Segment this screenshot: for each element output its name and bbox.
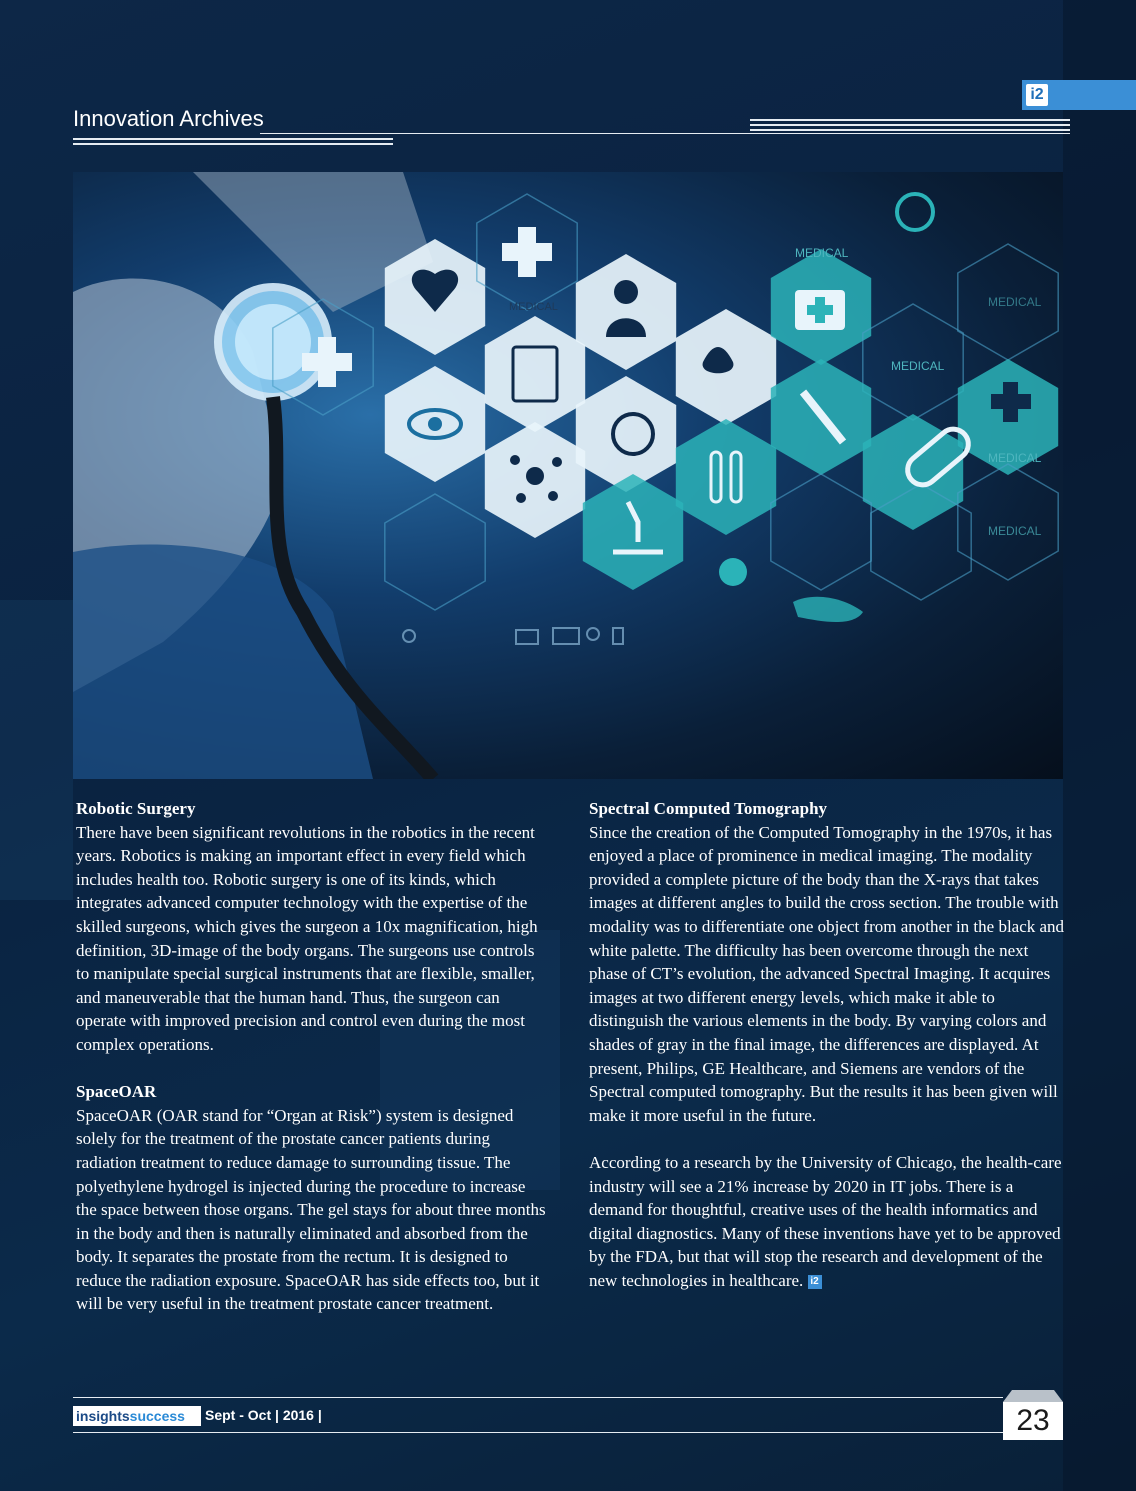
i2-logo: i2 [1026,84,1048,106]
medical-label: MEDICAL [795,246,849,260]
background-panel [1063,0,1136,1491]
device-icons [403,628,623,644]
footer-rule [73,1432,1003,1433]
page-number: 23 [1003,1402,1063,1440]
medical-label: MEDICAL [988,524,1042,538]
header-rule-left [73,138,393,148]
spaceoar-heading: SpaceOAR [76,1082,157,1102]
virus-icon [719,558,747,586]
medical-label: MEDICAL [988,295,1042,309]
medical-label: MEDICAL [509,301,558,313]
hexagon-tile [385,494,485,610]
hexagon-tile [583,474,683,590]
robotic-surgery-heading: Robotic Surgery [76,799,196,818]
end-mark-icon: i2 [808,1275,822,1289]
medical-hex-illustration [73,172,1063,779]
brand-part2: success [129,1408,185,1424]
ring-icon [897,194,933,230]
background-panel [0,600,73,900]
spectral-ct-heading: Spectral Computed Tomography [589,799,828,818]
hexagon-tile [485,316,585,432]
footer-rule [73,1397,1003,1398]
right-column [589,797,1067,1292]
medical-label: MEDICAL [988,451,1042,465]
hexagon-tile [576,376,676,492]
conclusion-paragraph [589,1151,1067,1293]
hero-image [73,172,1063,779]
molecule-icon [526,467,544,485]
spaceoar-body: SpaceOAR (OAR stand for “Organ at Risk”) system is designed solely for the treatment of the prostate cancer patients during radiation treatment to reduce damage to surrounding tissue. The polyethylene hydrogel is injected during the procedure to increase the space between those organs. The gel stays for about three months in the body and then is naturally eliminated and absorbed from the body. It separates the prostate from the rectum. It is designed to reduce the radiation exposure. SpaceOAR has side effects too, but it will be very useful in the treatment prostate cancer treatment. [76,1105,546,1314]
header-rule-right [750,119,1070,134]
issue-date: Sept - Oct | 2016 | [205,1407,322,1423]
world-map-icon [793,597,863,622]
medical-label: MEDICAL [891,359,945,373]
person-icon [614,280,638,304]
brand-part1: insights [76,1408,130,1424]
robotic-surgery-body: There have been significant revolutions in the robotics in the recent years. Robotics is making an important effect in every field which includes health too. Robotic surgery is one of its kinds, which integrates advanced computer technology with the expertise of the skilled surgeons, which gives the surgeon a 10x magnification, high definition, 3D-image of the body organs. The surgeons use controls to manipulate special surgical instruments that are flexible, smaller, and maneuverable that the human hand. Thus, the surgeon can operate with improved precision and control even during the most complex operations. [76,822,538,1054]
insights-success-logo [73,1406,201,1426]
hexagon-tile [576,254,676,370]
page-number-bevel [1003,1390,1063,1402]
hexagon-tile [771,474,871,590]
section-title: Innovation Archives [73,106,264,131]
conclusion-body: According to a research by the University of Chicago, the health-care industry will see a 21% increase by 2020 in IT jobs. There is a demand for thoughtful, creative uses of the health informatics and digital diagnostics. Many of these inventions have yet to be approved by the FDA, but that will stop the research and development of the new technologies in healthcare. [589,1152,1062,1290]
hexagon-tile [958,464,1058,580]
left-column [76,797,546,1316]
hexagon-tile [676,419,776,535]
spectral-ct-body: Since the creation of the Computed Tomography in the 1970s, it has enjoyed a place of prominence in medical imaging. The modality provided a complete picture of the body than the X-rays that takes images at different angles to build the cross section. The trouble with modality was to differentiate one object from another in the black and white palette. The difficulty has been overcome through the next phase of CT’s evolution, the advanced Spectral Imaging. It acquires images at two different energy levels, which make it able to distinguish the various elements in the body. By varying colors and shades of gray in the final image, the differences are displayed. At present, Philips, GE Healthcare, and Siemens are vendors of the Spectral computed tomography. But the results it has been given will make it more useful in the future. [589,822,1065,1125]
